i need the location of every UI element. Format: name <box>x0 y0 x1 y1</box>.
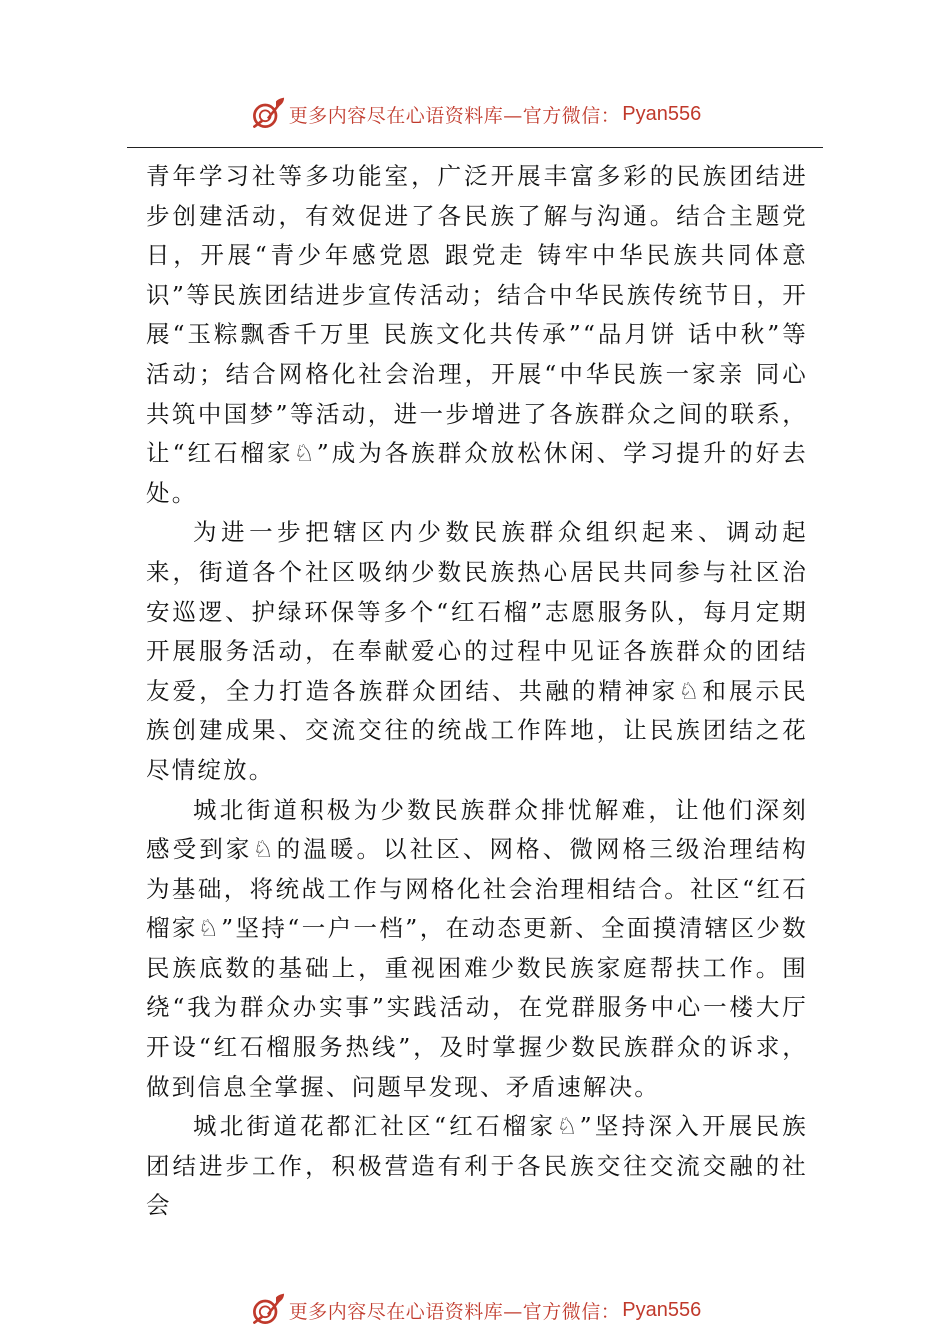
paragraph-1: 青年学习社等多功能室，广泛开展丰富多彩的民族团结进步创建活动，有效促进了各民族了解与沟通。结合主题党日，开展“青少年感党恩 跟党走 铸牢中华民族共同体意识”等民族团结进步宣传活动；结合中华民族传统节日，开展“玉粽飘香千万里 民族文化共传承”“品月饼 话中秋”等活动；结合网格化社会治理，开展“中华民族一家亲 同心共筑中国梦”等活动，进一步增进了各族群众之间的联系，让“红石榴家♘”成为各族群众放松休闲、学习提升的好去处。 <box>146 162 808 507</box>
footer-brand-text: 更多内容尽在心语资料库—官方微信： <box>288 1300 621 1323</box>
footer-brand-handle: Pyan556 <box>622 1298 702 1321</box>
brand-logo-icon <box>249 1292 285 1328</box>
header-brand-handle: Pyan556 <box>622 102 702 125</box>
page-header <box>0 92 950 136</box>
header-brand-text: 更多内容尽在心语资料库—官方微信： <box>288 104 621 127</box>
header-divider <box>127 147 823 148</box>
page-footer <box>0 1288 950 1332</box>
paragraph-3: 城北街道积极为少数民族群众排忧解难，让他们深刻感受到家♘的温暖。以社区、网格、微网格三级治理结构为基础，将统战工作与网格化社会治理相结合。社区“红石榴家♘”坚持“一户一档”，在动态更新、全面摸清辖区少数民族底数的基础上，重视困难少数民族家庭帮扶工作。围绕“我为群众办实事”实践活动，在党群服务中心一楼大厅开设“红石榴服务热线”，及时掌握少数民族群众的诉求，做到信息全掌握、问题早发现、矛盾速解决。 <box>146 795 808 1101</box>
paragraph-2: 为进一步把辖区内少数民族群众组织起来、调动起来，街道各个社区吸纳少数民族热心居民共同参与社区治安巡逻、护绿环保等多个“红石榴”志愿服务队，每月定期开展服务活动，在奉献爱心的过程中见证各族群众的团结友爱，全力打造各族群众团结、共融的精神家♘和展示民族创建成果、交流交往的统战工作阵地，让民族团结之花尽情绽放。 <box>146 518 808 784</box>
paragraph-4: 城北街道花都汇社区“红石榴家♘”坚持深入开展民族团结进步工作，积极营造有利于各民族交往交流交融的社会 <box>146 1112 808 1220</box>
document-body <box>146 157 808 1226</box>
brand-logo-icon <box>249 96 285 132</box>
